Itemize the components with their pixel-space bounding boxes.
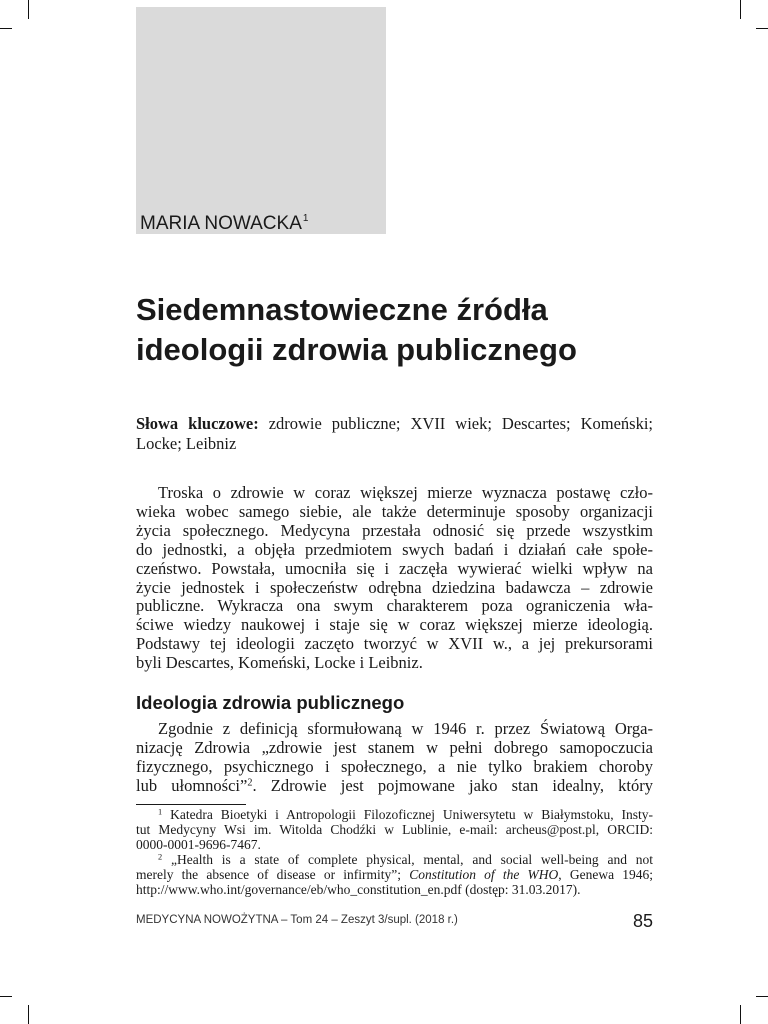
- footnote-text: , Genewa 1946;: [558, 867, 654, 882]
- abstract-line: życia społecznego. Medycyna przestała odnosić się przede wszystkim: [136, 520, 653, 540]
- page-number: 85: [632, 911, 653, 931]
- keywords-line: [136, 414, 653, 434]
- crop-mark-top-right-horizontal: [756, 28, 768, 29]
- author-name: MARIA NOWACKA: [140, 213, 302, 234]
- body-line-text: . Zdrowie jest pojmowane jako stan idealny, który: [252, 776, 653, 795]
- abstract-line: publiczne. Wykracza ona swym charakterem poza ograniczenia wła-: [136, 596, 653, 616]
- body-line: nizację Zdrowia „zdrowie jest stanem w pełni dobrego samopoczucia: [136, 738, 653, 757]
- keywords-label: Słowa kluczowe:: [136, 414, 259, 433]
- abstract-line: Podstawy tej ideologii zaczęto tworzyć w XVII w., a jej prekursorami: [136, 634, 653, 654]
- title-line: ideologii zdrowia publicznego: [136, 332, 577, 367]
- footnote-line: [136, 867, 653, 882]
- author-byline: [140, 214, 308, 233]
- author-footnote-ref: 1: [302, 213, 309, 224]
- crop-mark-bottom-right-vertical: [740, 1005, 741, 1024]
- footnote-separator: [136, 804, 246, 805]
- footnote-number: 2: [158, 852, 163, 862]
- footnote-number: 1: [158, 807, 163, 817]
- footnote-line: [136, 852, 653, 867]
- section-heading: Ideologia zdrowia publicznego: [136, 692, 405, 713]
- body-line: Zgodnie z definicją sformułowaną w 1946 r. przez Światową Orga-: [158, 719, 653, 738]
- crop-mark-bottom-left-horizontal: [0, 996, 12, 997]
- footnote-line: 0000-0001-9696-7467.: [136, 837, 261, 852]
- keywords-line: Locke; Leibniz: [136, 434, 237, 453]
- body-line: fizycznego, psychicznego i społecznego, a nie tylko brakiem choroby: [136, 757, 653, 776]
- keywords: [136, 414, 653, 454]
- abstract-line: ściwe wiedzy naukowej i staje się w coraz większej mierze ideologią.: [136, 615, 653, 635]
- body-line-text: lub ułomności”: [136, 776, 248, 795]
- abstract-line: życie jednostek i społeczeństw odrębna dziedzina badawcza – zdrowie: [136, 577, 653, 597]
- title-line: Siedemnastowieczne źródła: [136, 292, 548, 327]
- footnote-line: [136, 807, 653, 822]
- crop-mark-top-left-horizontal: [0, 28, 12, 29]
- article-title: [136, 290, 577, 370]
- footnotes: [136, 807, 653, 897]
- footnote-line: http://www.who.int/governance/eb/who_constitution_en.pdf (dostęp: 31.03.2017).: [136, 882, 581, 897]
- footnote-ref: 2: [247, 777, 253, 789]
- header-box: [136, 7, 386, 234]
- keywords-text: zdrowie publiczne; XVII wiek; Descartes; Komeński;: [268, 414, 653, 433]
- crop-mark-top-left-vertical: [28, 0, 29, 19]
- footnote-text: Katedra Bioetyki i Antropologii Filozoficznej Uniwersytetu w Białymstoku, Insty-: [170, 807, 653, 822]
- abstract-line: czeństwo. Powstała, umocniła się i zaczęła wywierać wielki wpływ na: [136, 558, 653, 578]
- journal-footer: MEDYCYNA NOWOŻYTNA – Tom 24 – Zeszyt 3/supl. (2018 r.): [136, 914, 458, 926]
- abstract-line: wieka wobec samego siebie, ale także determinuje sposoby organizacji: [136, 501, 653, 521]
- crop-mark-top-right-vertical: [740, 0, 741, 19]
- footnote-text: merely the absence of disease or infirmity”;: [136, 867, 402, 882]
- footnote-text: „Health is a state of complete physical, mental, and social well-being and not: [171, 852, 653, 867]
- section-body: [136, 719, 653, 795]
- footnote-line: tut Medycyny Wsi im. Witolda Chodźki w Lublinie, e-mail: archeus@post.pl, ORCID:: [136, 822, 653, 837]
- footnote-citation-title: Constitution of the WHO: [409, 867, 559, 882]
- crop-mark-bottom-left-vertical: [28, 1005, 29, 1024]
- crop-mark-bottom-right-horizontal: [756, 996, 768, 997]
- abstract-line: byli Descartes, Komeński, Locke i Leibniz.: [136, 653, 423, 673]
- body-line: [136, 776, 653, 795]
- abstract-line: Troska o zdrowie w coraz większej mierze wyznacza postawę czło-: [158, 483, 653, 502]
- abstract-line: do jednostki, a objęła przedmiotem swych badań i działań całe społe-: [136, 539, 653, 559]
- abstract: [136, 484, 653, 673]
